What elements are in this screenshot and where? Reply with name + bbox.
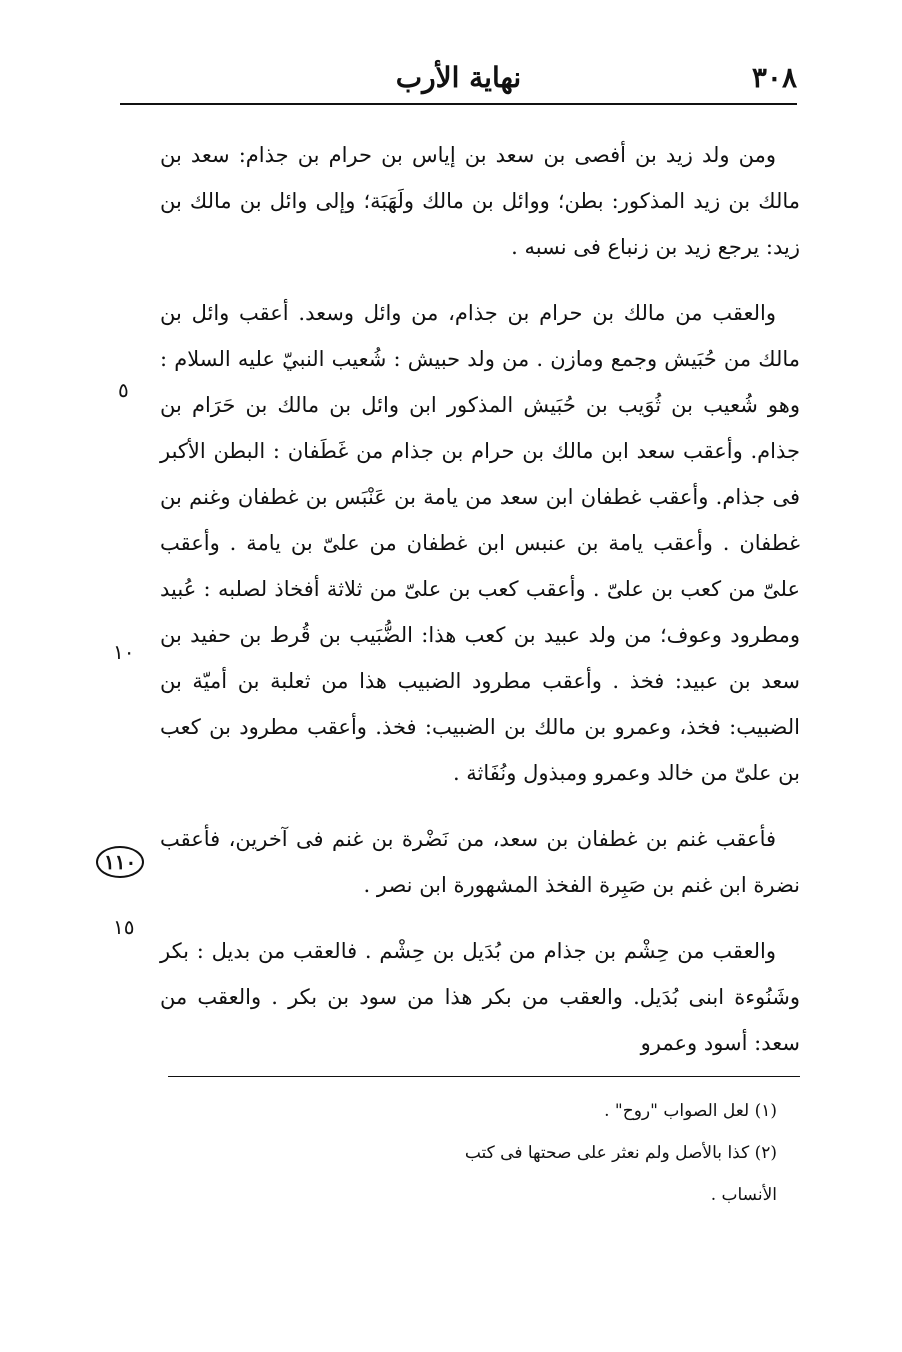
footnote-2: (٢) كذا بالأصل ولم نعثر على صحتها فى كتب الأنساب . <box>464 1143 777 1205</box>
footnote-rule <box>168 1076 800 1077</box>
line-number-15: ١٥ <box>113 915 135 939</box>
original-page-marker: ١١٠ <box>96 846 144 878</box>
line-number-10: ١٠ <box>113 640 135 664</box>
main-text <box>160 132 800 1086</box>
page-number: ٣٠٨ <box>751 61 797 94</box>
page-header <box>120 55 797 103</box>
paragraph-1: ومن ولد زيد بن أفصى بن سعد بن إياس بن حرام بن جذام: سعد بن مالك بن زيد المذكور: بطن؛ ووائل بن مالك ولَهَبَة؛ وإلى وائل بن مالك بن زيد: يرجع زيد بن زنباع فى نسبه . <box>160 143 800 259</box>
paragraph-2: والعقب من مالك بن حرام بن جذام، من وائل وسعد. أعقب وائل بن مالك من حُبَيش وجمع ومازن . من ولد حبيش : شُعيب النبيّ عليه السلام : وهو شُعيب بن ثُوَيب بن حُبَيش المذكور ابن وائل بن مالك بن حَرَام بن جذام. وأعقب سعد ابن مالك بن حرام بن جذام من غَطَفان : البطن الأكبر فى جذام. وأعقب غطفان ابن سعد من يامة بن عَنْبَس بن غطفان وغنم بن غطفان . وأعقب يامة بن عنبس ابن غطفان من علىّ بن يامة . وأعقب علىّ من كعب بن علىّ . وأعقب كعب بن علىّ من ثلاثة أفخاذ لصلبه : عُبيد ومطرود وعوف؛ من ولد عبيد بن كعب هذا: الضُّبَيب بن قُرط بن حفيد بن سعد بن عبيد: فخذ . وأعقب مطرود الضبيب هذا من ثعلبة بن أميّة بن الضبيب: فخذ، وعمرو بن مالك بن الضبيب: فخذ. وأعقب مطرود بن كعب بن علىّ من خالد وعمرو ومبذول ونُفَاثة . <box>160 301 800 785</box>
line-number-5: ٥ <box>118 378 129 402</box>
paragraph-3: فأعقب غنم بن غطفان بن سعد، من نَضْرة بن غنم فى آخرين، فأعقب نضرة ابن غنم بن صَبِرة الفخذ المشهورة ابن نصر . <box>160 827 800 897</box>
running-title: نهاية الأرب <box>395 61 522 94</box>
footnotes <box>420 1090 777 1216</box>
footnote-1: (١) لعل الصواب "روح" . <box>604 1101 777 1121</box>
paragraph-4: والعقب من حِشْم بن جذام من بُدَيل بن حِشْم . فالعقب من بديل : بكر وشَنُوءة ابنى بُدَيل. والعقب من بكر هذا من سود بن بكر . والعقب من سعد: أسود وعمرو <box>160 939 800 1055</box>
header-rule <box>120 103 797 105</box>
